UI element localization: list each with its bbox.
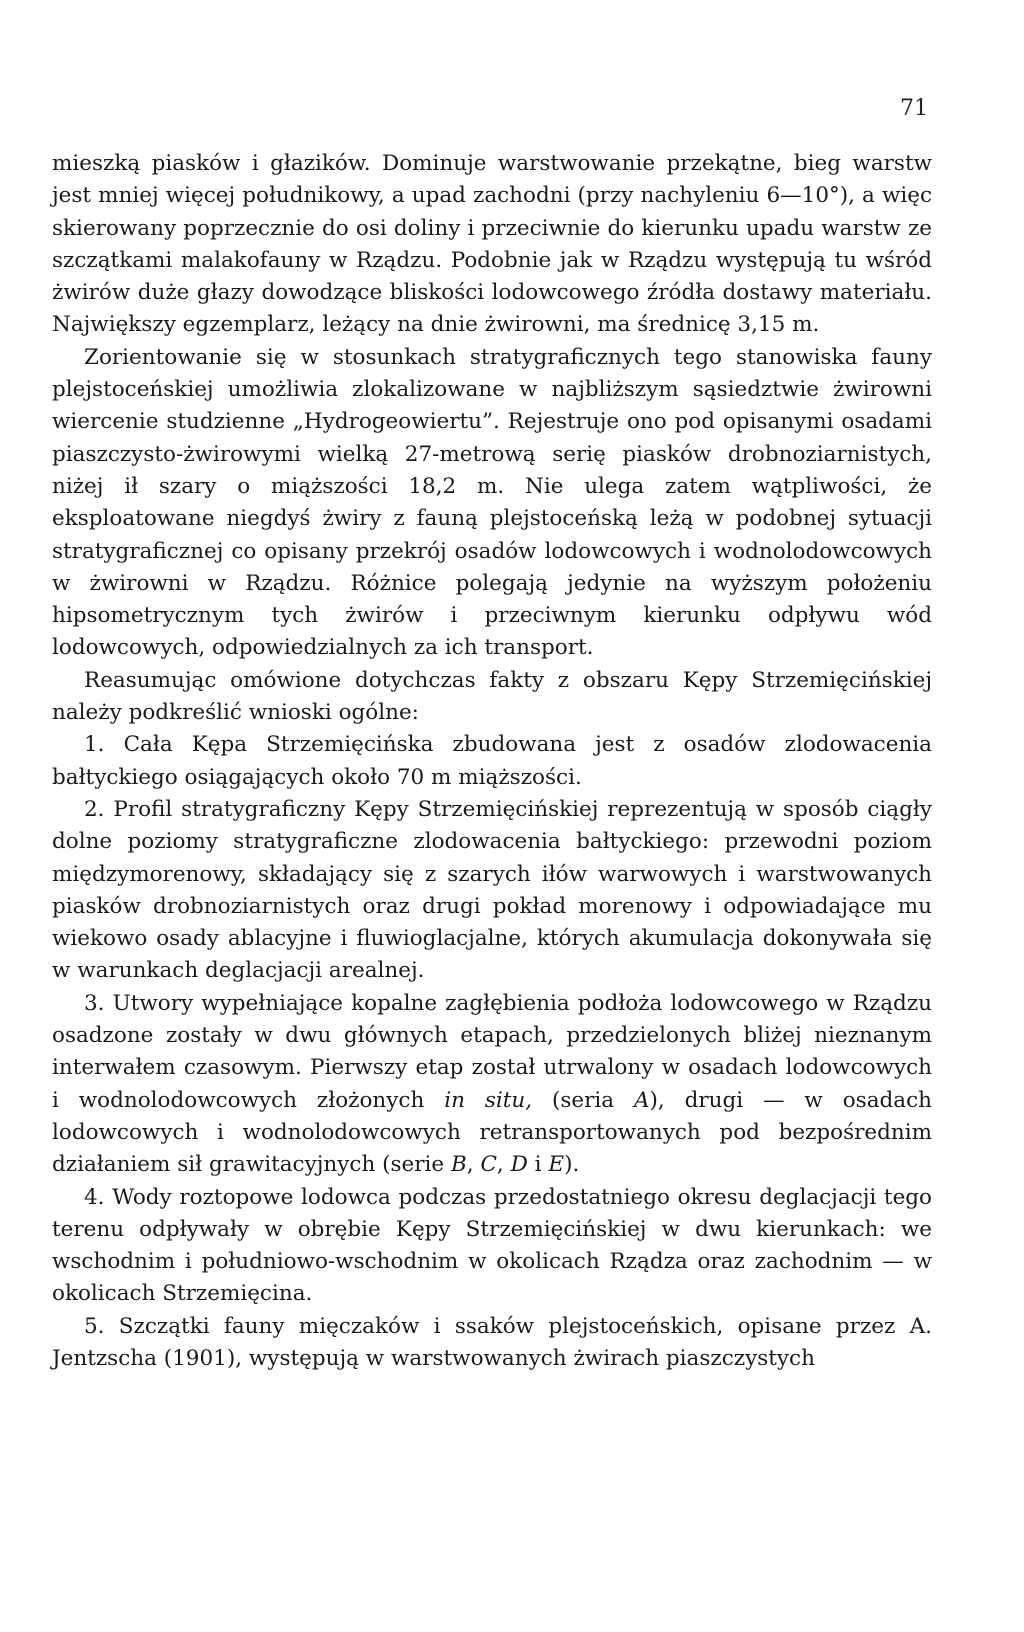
conclusion-3-part-e: , [496,1152,511,1178]
page-number: 71 [900,96,928,121]
conclusion-4: 4. Wody roztopowe lodowca podczas przedostatniego okresu deglacjacji tego terenu odpływały w obrębie Kępy Strzemięcińskiej w dwu kierunkach: we wschodnim i południowo-wschodnim w okolicach Rządza oraz zachodnim — w okolicach Strzemięcina. [52,1184,932,1307]
italic-in-situ: in situ, [444,1087,533,1113]
italic-series-b: B [450,1152,467,1178]
conclusion-3-part-f: i [527,1152,549,1178]
italic-series-d: D [510,1152,528,1178]
conclusion-3-part-c: ), drugi — w osadach lodowcowych i wodnolodowcowych retransportowanych pod bezpośrednim działaniem sił grawitacyjnych (serie [52,1087,932,1178]
italic-series-c: C [480,1152,497,1178]
conclusion-1: 1. Cała Kępa Strzemięcińska zbudowana jest z osadów zlodowacenia bałtyckiego osiągających około 70 m miąższości. [52,732,932,790]
paragraph-3: Reasumując omówione dotychczas fakty z obszaru Kępy Strzemięcińskiej należy podkreślić wnioski ogólne: [52,667,932,726]
conclusion-3 [52,988,932,1182]
italic-series-a: A [633,1087,650,1113]
conclusion-3-part-d: , [466,1152,481,1178]
conclusion-3-part-a: 3. Utwory wypełniające kopalne zagłębienia podłoża lodowcowego w Rządzu osadzone zostały w dwu głównych etapach, przedzielonych bliżej nieznanym interwałem czasowym. Pierwszy etap został utrwalony w osadach lodowcowych i wodnolodowcowych złożonych [52,990,932,1113]
body-text [52,148,932,1375]
italic-series-e: E [548,1152,565,1178]
conclusion-3-part-b: (seria [532,1087,634,1113]
paragraph-2: Zorientowanie się w stosunkach stratygraficznych tego stanowiska fauny plejstoceńskiej umożliwia zlokalizowane w najbliższym sąsiedztwie żwirowni wiercenie studzienne „Hydrogeowiertu”. Rejestruje ono pod opisanymi osadami piaszczysto-żwirowymi wielką 27-metrową serię piasków drobnoziarnistych, niżej ił szary o miąższości 18,2 m. Nie ulega zatem wątpliwości, że eksploatowane niegdyś żwiry z fauną plejstoceńską leżą w podobnej sytuacji stratygraficznej co opisany przekrój osadów lodowcowych i wodnolodowcowych w żwirowni w Rządzu. Różnice polegają jedynie na wyższym położeniu hipsometrycznym tych żwirów i przeciwnym kierunku odpływu wód lodowcowych, odpowiedzialnych za ich transport. [52,344,932,661]
conclusion-5: 5. Szczątki fauny mięczaków i ssaków plejstoceńskich, opisane przez A. Jentzscha (1901), występują w warstwowanych żwirach piaszczystych [52,1313,932,1371]
conclusion-3-part-g: ). [564,1152,580,1178]
paragraph-1: mieszką piasków i głazików. Dominuje warstwowanie przekątne, bieg warstw jest mniej więcej południkowy, a upad zachodni (przy nachyleniu 6—10°), a więc skierowany poprzecznie do osi doliny i przeciwnie do kierunku upadu warstw ze szczątkami malakofauny w Rządzu. Podobnie jak w Rządzu występują tu wśród żwirów duże głazy dowodzące bliskości lodowcowego źródła dostawy materiału. Największy egzemplarz, leżący na dnie żwirowni, ma średnicę 3,15 m. [52,151,932,338]
conclusion-2: 2. Profil stratygraficzny Kępy Strzemięcińskiej reprezentują w sposób ciągły dolne poziomy stratygraficzne zlodowacenia bałtyckiego: przewodni poziom międzymorenowy, składający się z szarych iłów warwowych i warstwowanych piasków drobnoziarnistych oraz drugi pokład morenowy i odpowiadające mu wiekowo osady ablacyjne i fluwioglacjalne, których akumulacja dokonywała się w warunkach deglacjacji arealnej. [52,796,932,984]
